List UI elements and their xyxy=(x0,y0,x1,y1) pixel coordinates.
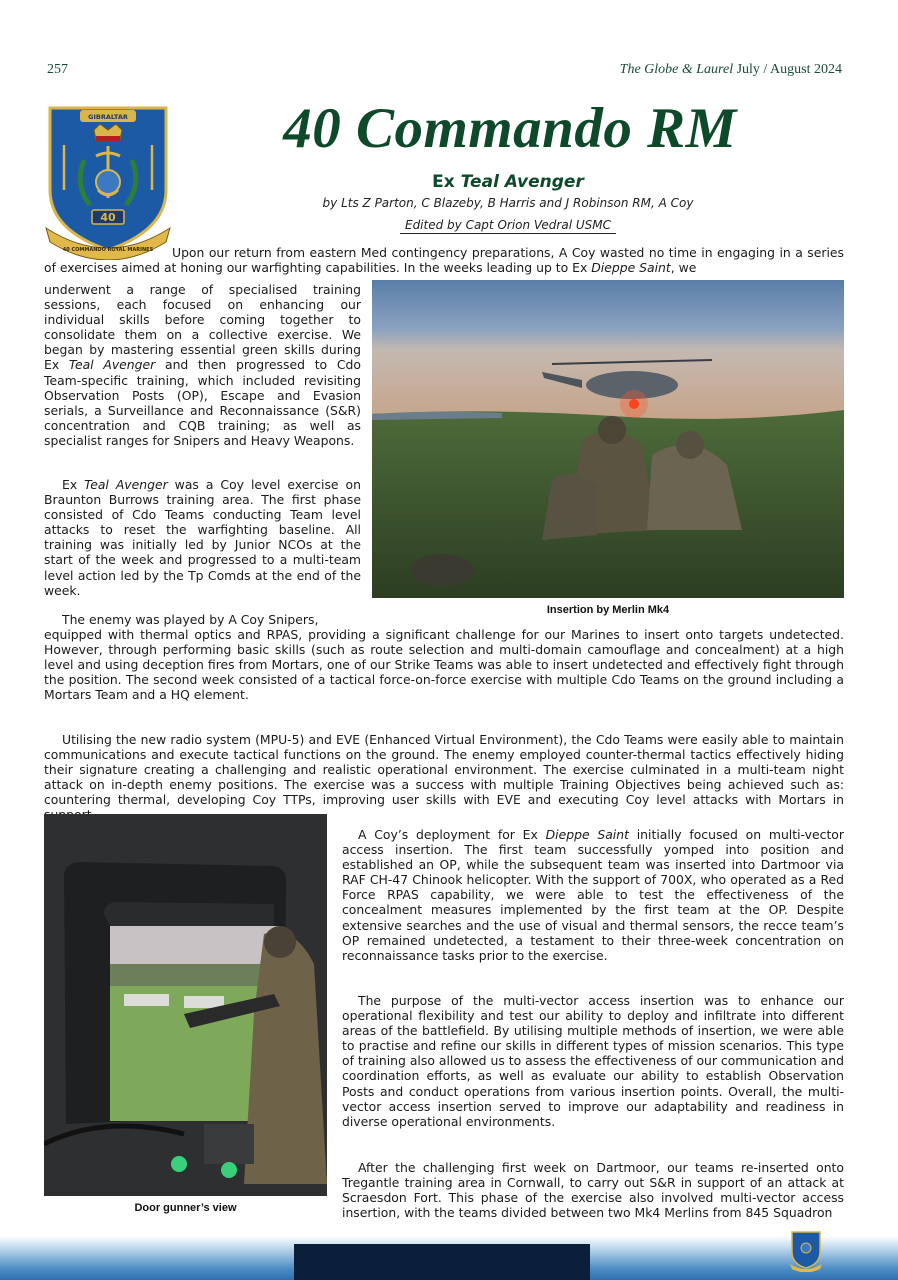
paragraph-tregantle: After the challenging first week on Dartmoor, our teams re-inserted onto Tregantle training area in Cornwall, to carry out S&R in support of an attack at Scraesdon Fort. This phase of the exercise also involved multi-vector access insertion, with the teams divided between two Mk4 Merlins from 845 Squadron xyxy=(342,1160,844,1221)
magazine-name: The Globe & Laurel xyxy=(619,62,734,77)
article-title: 40 Commando RM xyxy=(283,97,737,160)
paragraph-comms: Utilising the new radio system (MPU-5) and EVE (Enhanced Virtual Environment), the Cdo Teams were easily able to maintain communications and execute tactical functions on the ground. The enemy employed counter-thermal tactics effectively hiding their signature creating a challenging and realistic operational environment. The exercise culminated in a multi-team night attack on in-depth enemy positions. The exercise was a success with multiple Training Objectives being achieved such as: countering thermal, developing Coy TTPs, improving user skills with EVE and executing Coy level attacks with Mortars in xyxy=(44,732,844,808)
page-number: 257 xyxy=(47,62,68,77)
intro-paragraph: Upon our return from eastern Med contingency preparations, A Coy wasted no time in engaging in a series of exercises aimed at honing our warfighting capabilities. In the weeks leading up to Ex Dieppe Saint, we xyxy=(44,245,844,276)
paragraph-dieppe-saint: A Coy’s deployment for Ex Dieppe Saint initially focused on multi-vector access insertion. The first team successfully yomped into position and established an OP, while the subsequent team was inserted into Dartmoor via RAF CH-47 Chinook helicopter. With the support of 700X, who operated as a Red Force RPAS capability, we were able to test the effectiveness of the concealment measures implemented by the first team at the OP. Despite extensive searches and the use of visual and thermal sensors, the recce team’s OP remained undetected, a testament to their three-week concentration on reconnaissance tasks prior to the exercise. xyxy=(342,827,844,963)
crest-number: 40 xyxy=(100,211,116,224)
subtitle-prefix: Ex xyxy=(432,172,455,192)
edited-by: Edited by Capt Orion Vedral USMC xyxy=(400,218,616,234)
footer-crest-icon xyxy=(788,1228,824,1272)
exercise-name: Teal Avenger xyxy=(460,172,584,192)
footer-block xyxy=(294,1244,590,1280)
photo1-caption: Insertion by Merlin Mk4 xyxy=(546,604,670,616)
photo-door-gunner xyxy=(44,814,327,1196)
paragraph-enemy: The enemy was played by A Coy Snipers, equipped with thermal optics and RPAS, providing a significant challenge for our Marines to insert onto targets undetected. However, through performing basic skills (such as route selection and multi-domain camouflage and concealment) at a high level and using deception fires from Mortars, one of our Strike Teams was able to insert undetected and effectively fight through the position. The second week consisted of a tactical force-on-force exercise with multiple Cdo Teams on the ground including a Mortars Team and a HQ element. xyxy=(44,612,844,703)
magazine-issue xyxy=(620,62,842,78)
issue-date: July / August 2024 xyxy=(736,62,842,77)
globe-icon xyxy=(96,170,120,194)
photo-merlin-insertion xyxy=(372,280,844,598)
paragraph-insertion-purpose: The purpose of the multi-vector access insertion was to enhance our operational flexibility and test our ability to deploy and infiltrate into different areas of the battlefield. By utilising multiple methods of insertion, we were able to practise and refine our skills in different types of mission scenarios. This type of training also allowed us to assess the effectiveness of our communication and coordination efforts, as well as evaluate our ability to establish Observation Posts and conduct operations from various insertion points. Overall, the multi-vector access insertion served to improve our adaptability and readiness in diverse operational environments. xyxy=(342,993,844,1129)
unit-crest xyxy=(44,100,172,260)
byline: by Lts Z Parton, C Blazeby, B Harris and J Robinson RM, A Coy xyxy=(322,196,694,210)
paragraph-training: underwent a range of specialised training sessions, each focused on enhancing our individual skills before coming together to consolidate them on a collective exercise. We began by mastering essential green skills during Ex Teal Avenger and then progressed to Cdo Team-specific training, which included revisiting Observation Posts (OP), Escape and Evasion serials, a Surveillance and Reconnaissance (S&R) concentration and CQB training; as well as specialist ranges for Snipers and Heavy Weapons. xyxy=(44,282,361,448)
crest-ribbon-text: 40 COMMANDO ROYAL MARINES xyxy=(62,247,154,253)
photo2-caption: Door gunner’s view xyxy=(134,1202,237,1214)
article-subtitle xyxy=(300,172,716,192)
paragraph-teal-avenger: Ex Teal Avenger was a Coy level exercise on Braunton Burrows training area. The first phase consisted of Cdo Teams conducting Team level attacks to reset the warfighting baseline. All training was initially led by Junior NCOs at the start of the week and progressed to a multi-team level action led by the Tp Comds at the end of the week. xyxy=(44,477,361,598)
crest-banner-text: GIBRALTAR xyxy=(88,113,128,121)
